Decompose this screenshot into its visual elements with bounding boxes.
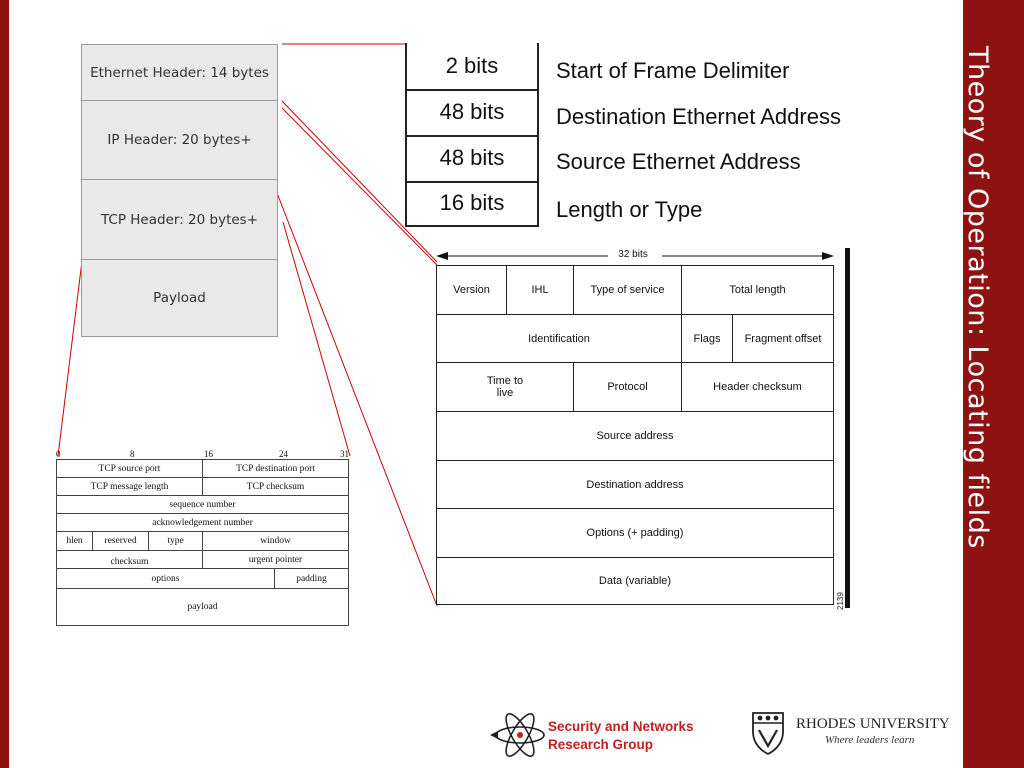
ip-field-options: Options (+ padding) bbox=[437, 509, 833, 558]
tcp-field-payload: payload bbox=[187, 602, 218, 612]
frame-ethernet-label: Ethernet Header: 14 bytes bbox=[90, 64, 269, 81]
tcp-connector-right bbox=[283, 222, 350, 456]
tcp-field-hlen: hlen bbox=[57, 532, 93, 551]
ip-field-ttl: Time to live bbox=[437, 363, 574, 412]
snrg-logo-icon bbox=[490, 712, 548, 758]
tcp-field-window: window bbox=[203, 532, 348, 551]
ip-field-source-address: Source address bbox=[437, 412, 833, 461]
ip-field-destination-address: Destination address bbox=[437, 461, 833, 509]
ip-field-version: Version bbox=[437, 266, 507, 315]
tcp-field-destination-port: TCP destination port bbox=[203, 460, 348, 478]
frame-tcp-label: TCP Header: 20 bytes+ bbox=[100, 211, 259, 228]
tcp-tick-31: 31 bbox=[340, 449, 349, 459]
ip-width-label: 32 bits bbox=[618, 249, 648, 260]
tcp-field-ack-number: acknowledgement number bbox=[57, 514, 348, 532]
tcp-header-diagram bbox=[56, 459, 349, 626]
tcp-tick-8: 8 bbox=[130, 449, 135, 459]
eth-size-dst: 48 bits bbox=[407, 89, 537, 137]
eth-field-type: Length or Type bbox=[556, 197, 703, 222]
eth-field-src: Source Ethernet Address bbox=[556, 149, 801, 174]
tcp-field-message-length: TCP message length bbox=[57, 478, 203, 496]
frame-ip-header bbox=[81, 100, 278, 180]
tcp-field-tcp-checksum: TCP checksum bbox=[203, 478, 348, 496]
ip-figure-id: 2139 bbox=[836, 592, 845, 610]
tcp-field-sequence-number: sequence number bbox=[57, 496, 348, 514]
tcp-field-options: options bbox=[57, 569, 275, 589]
tcp-field-padding: padding bbox=[275, 569, 348, 589]
snrg-name-line1: Security and Networks bbox=[548, 719, 694, 734]
frame-payload-label: Payload bbox=[153, 290, 206, 306]
frame-payload bbox=[81, 259, 278, 337]
tcp-field-source-port: TCP source port bbox=[57, 460, 203, 478]
frame-tcp-header bbox=[81, 179, 278, 260]
eth-size-src: 48 bits bbox=[407, 135, 537, 183]
tcp-field-checksum: checksum bbox=[57, 551, 203, 569]
eth-size-type: 16 bits bbox=[439, 190, 505, 215]
tcp-tick-0: 0 bbox=[56, 449, 61, 459]
rhodes-university-name: RHODES UNIVERSITY bbox=[796, 716, 950, 732]
tcp-tick-16: 16 bbox=[204, 449, 213, 459]
ip-field-identification: Identification bbox=[437, 315, 682, 363]
ip-field-ihl: IHL bbox=[507, 266, 574, 315]
ip-field-fragment-offset: Fragment offset bbox=[733, 315, 833, 363]
tcp-field-urgent-pointer: urgent pointer bbox=[203, 551, 348, 569]
frame-ethernet-header bbox=[81, 44, 278, 101]
ip-field-total-length: Total length bbox=[682, 266, 833, 315]
tcp-field-type: type bbox=[149, 532, 203, 551]
ip-figure-border bbox=[845, 248, 850, 608]
frame-ip-label: IP Header: 20 bytes+ bbox=[107, 132, 252, 148]
eth-size-sfd: 2 bits bbox=[407, 43, 537, 91]
snrg-name-line2: Research Group bbox=[548, 737, 654, 752]
ethernet-header-table bbox=[405, 43, 539, 227]
ip-field-data: Data (variable) bbox=[598, 575, 672, 587]
ip-field-protocol: Protocol bbox=[574, 363, 682, 412]
rhodes-crest-icon bbox=[750, 710, 786, 756]
eth-field-dst: Destination Ethernet Address bbox=[556, 104, 841, 129]
tcp-field-reserved: reserved bbox=[93, 532, 149, 551]
ip-header-diagram bbox=[436, 265, 834, 605]
ip-field-header-checksum: Header checksum bbox=[682, 363, 833, 412]
tcp-tick-24: 24 bbox=[279, 449, 288, 459]
eth-field-sfd: Start of Frame Delimiter bbox=[556, 58, 790, 83]
ip-field-tos: Type of service bbox=[574, 266, 682, 315]
ip-field-flags: Flags bbox=[682, 315, 733, 363]
slide-title-text: Theory of Operation: Locating fields bbox=[962, 46, 993, 549]
rhodes-university-tagline: Where leaders learn bbox=[825, 734, 915, 746]
